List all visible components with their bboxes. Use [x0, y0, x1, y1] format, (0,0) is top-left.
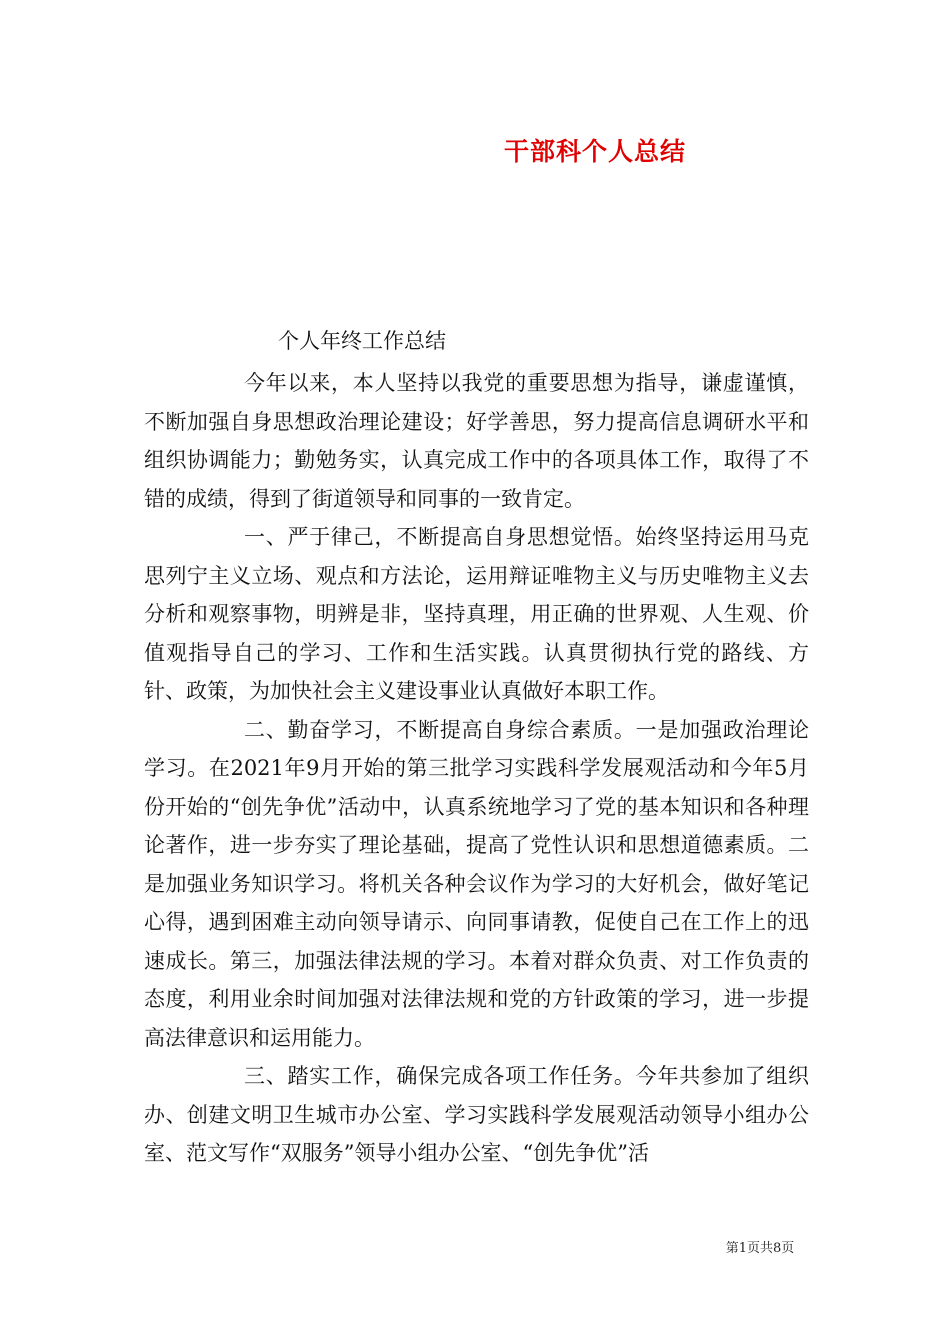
paragraph-intro: 今年以来，本人坚持以我党的重要思想为指导，谦虚谨慎，不断加强自身思想政治理论建设；好学善思，努力提高信息调研水平和组织协调能力；勤勉务实，认真完成工作中的各项具体工作，取得了不错的成绩，得到了街道领导和同事的一致肯定。 [144, 371, 809, 511]
document-subtitle: 个人年终工作总结 [278, 329, 446, 353]
document-body [144, 364, 809, 1173]
paragraph-section-2: 二、勤奋学习，不断提高自身综合素质。一是加强政治理论学习。在2021年9月开始的第三批学习实践科学发展观活动和今年5月份开始的“创先争优”活动中，认真系统地学习了党的基本知识和各种理论著作，进一步夯实了理论基础，提高了党性认识和思想道德素质。二是加强业务知识学习。将机关各种会议作为学习的大好机会，做好笔记心得，遇到困难主动向领导请示、向同事请教，促使自己在工作上的迅速成长。第三，加强法律法规的学习。本着对群众负责、对工作负责的态度，利用业余时间加强对法律法规和党的方针政策的学习，进一步提高法律意识和运用能力。 [144, 717, 809, 1050]
paragraph-section-3: 三、踏实工作，确保完成各项工作任务。今年共参加了组织办、创建文明卫生城市办公室、学习实践科学发展观活动领导小组办公室、范文写作“双服务”领导小组办公室、“创先争优”活 [144, 1064, 809, 1165]
document-title: 干部科个人总结 [503, 137, 686, 166]
paragraph-section-1: 一、严于律己，不断提高自身思想觉悟。始终坚持运用马克思列宁主义立场、观点和方法论，运用辩证唯物主义与历史唯物主义去分析和观察事物，明辨是非，坚持真理，用正确的世界观、人生观、价值观指导自己的学习、工作和生活实践。认真贯彻执行党的路线、方针、政策，为加快社会主义建设事业认真做好本职工作。 [144, 525, 809, 703]
page-number-footer: 第1页共8页 [725, 1241, 795, 1256]
